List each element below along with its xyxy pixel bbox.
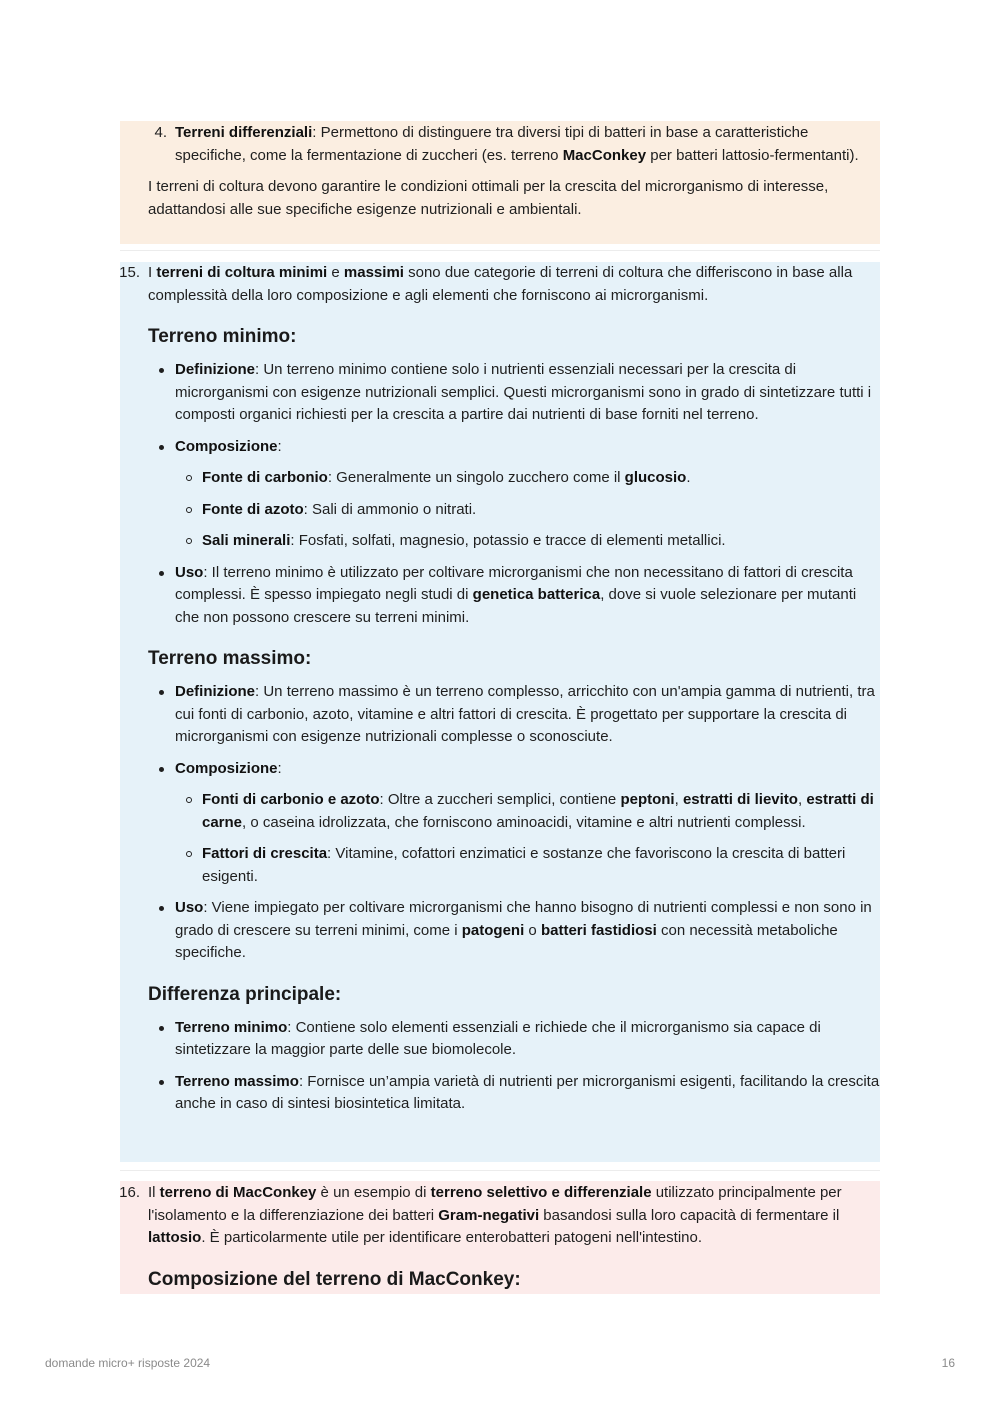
list-item: Terreno minimo: Contiene solo elementi essenziali e richiede che il microrganismo sia capace di sintetizzare la maggior parte delle sue biomolecole. <box>120 1017 880 1062</box>
list-item: Definizione: Un terreno massimo è un terreno complesso, arricchito con un'ampia gamma di nutrienti, tra cui fonti di carbonio, azoto, vitamine e altri fattori di crescita. È progettato per supportare la crescita di microrganismi con esigenze nutrizionali complesse o sconosciute. <box>120 681 880 749</box>
heading-composizione-macconkey: Composizione del terreno di MacConkey: <box>148 1268 521 1290</box>
list-terreno-minimo <box>120 359 880 629</box>
answer-15 <box>120 262 880 1162</box>
list-item: Definizione: Un terreno minimo contiene solo i nutrienti essenziali necessari per la crescita di microrganismi con esigenze nutrizionali semplici. Questi microrganismi sono in grado di sintetizzare tutti i composti organici richiesti per la crescita a partire dai nutrienti di base forniti nel terreno. <box>120 359 880 427</box>
list-item: Fonte di azoto: Sali di ammonio o nitrati. <box>175 499 880 522</box>
list-item: Composizione: Fonte di carbonio: Generalmente un singolo zucchero come il glucosio. Fonte di azoto: Sali di ammonio o nitrati. Sali minerali: Fosfati, solfati, magnesio, potassio e tracce di elementi metallici. <box>120 436 880 553</box>
divider <box>120 1170 880 1171</box>
answer-16 <box>120 1181 880 1294</box>
closing-paragraph: I terreni di coltura devono garantire le condizioni ottimali per la crescita del microrganismo di interesse, adattandosi alle sue specifiche esigenze nutrizionali e ambientali. <box>148 178 829 218</box>
intro-text: I terreni di coltura minimi e massimi sono due categorie di terreni di coltura che differiscono in base alla complessità della loro composizione e agli elementi che forniscono ai microrganismi. <box>148 264 853 304</box>
list-item: Terreno massimo: Fornisce un’ampia varietà di nutrienti per microrganismi esigenti, facilitando la crescita anche in caso di sintesi biosintetica limitata. <box>120 1071 880 1116</box>
list-number: 4. <box>154 124 167 141</box>
list-item: Composizione: Fonti di carbonio e azoto: Oltre a zuccheri semplici, contiene peptoni, estratti di lievito, estratti di carne, o caseina idrolizzata, che forniscono aminoacidi, vitamine e altri nutrienti complessi. Fattori di crescita: Vitamine, cofattori enzimatici e sostanze che favoriscono la crescita di batteri esigenti. <box>120 758 880 889</box>
footer-page-number: 16 <box>941 1356 955 1370</box>
list-item: Uso: Viene impiegato per coltivare microrganismi che hanno bisogno di nutrienti complessi e non sono in grado di crescere su terreni minimi, come i patogeni o batteri fastidiosi con necessità metaboliche specifiche. <box>120 897 880 965</box>
list-terreno-massimo <box>120 681 880 965</box>
list-item: Fattori di crescita: Vitamine, cofattori enzimatici e sostanze che favoriscono la crescita di batteri esigenti. <box>175 843 880 888</box>
list-item: Sali minerali: Fosfati, solfati, magnesio, potassio e tracce di elementi metallici. <box>175 530 880 553</box>
answer-16-intro <box>120 1182 880 1250</box>
answer-15-intro <box>120 262 880 307</box>
heading-differenza-principale: Differenza principale: <box>148 983 342 1005</box>
question-number: 15. <box>119 264 140 281</box>
divider <box>120 250 880 251</box>
list-item-terreni-differenziali <box>120 122 880 167</box>
heading-terreno-minimo: Terreno minimo: <box>148 326 297 347</box>
list-differenza <box>120 1017 880 1116</box>
list-item: Fonti di carbonio e azoto: Oltre a zuccheri semplici, contiene peptoni, estratti di lievito, estratti di carne, o caseina idrolizzata, che forniscono aminoacidi, vitamine e altri nutrienti complessi. <box>175 789 880 834</box>
heading-terreno-massimo: Terreno massimo: <box>148 648 312 669</box>
intro-text: Il terreno di MacConkey è un esempio di terreno selettivo e differenziale utilizzato principalmente per l'isolamento e la differenziazione dei batteri Gram-negativi basandosi sulla loro capacità di fermentare il lattosio. È particolarmente utile per identificare enterobatteri patogeni nell'intestino. <box>148 1184 842 1246</box>
question-number: 16. <box>119 1184 140 1201</box>
list-item-text: Terreni differenziali: Permettono di distinguere tra diversi tipi di batteri in base a caratteristiche specifiche, come la fermentazione di zuccheri (es. terreno MacConkey per batteri lattosio-fermentanti). <box>175 124 859 164</box>
list-item: Fonte di carbonio: Generalmente un singolo zucchero come il glucosio. <box>175 467 880 490</box>
sublist-composizione <box>175 789 880 888</box>
answer-14-continuation <box>120 121 880 244</box>
footer-document-title: domande micro+ risposte 2024 <box>45 1356 211 1370</box>
sublist-composizione <box>175 467 880 553</box>
list-item: Uso: Il terreno minimo è utilizzato per coltivare microrganismi che non necessitano di fattori di crescita complessi. È spesso impiegato negli studi di genetica batterica, dove si vuole selezionare per mutanti che non possono crescere su terreni minimi. <box>120 562 880 630</box>
